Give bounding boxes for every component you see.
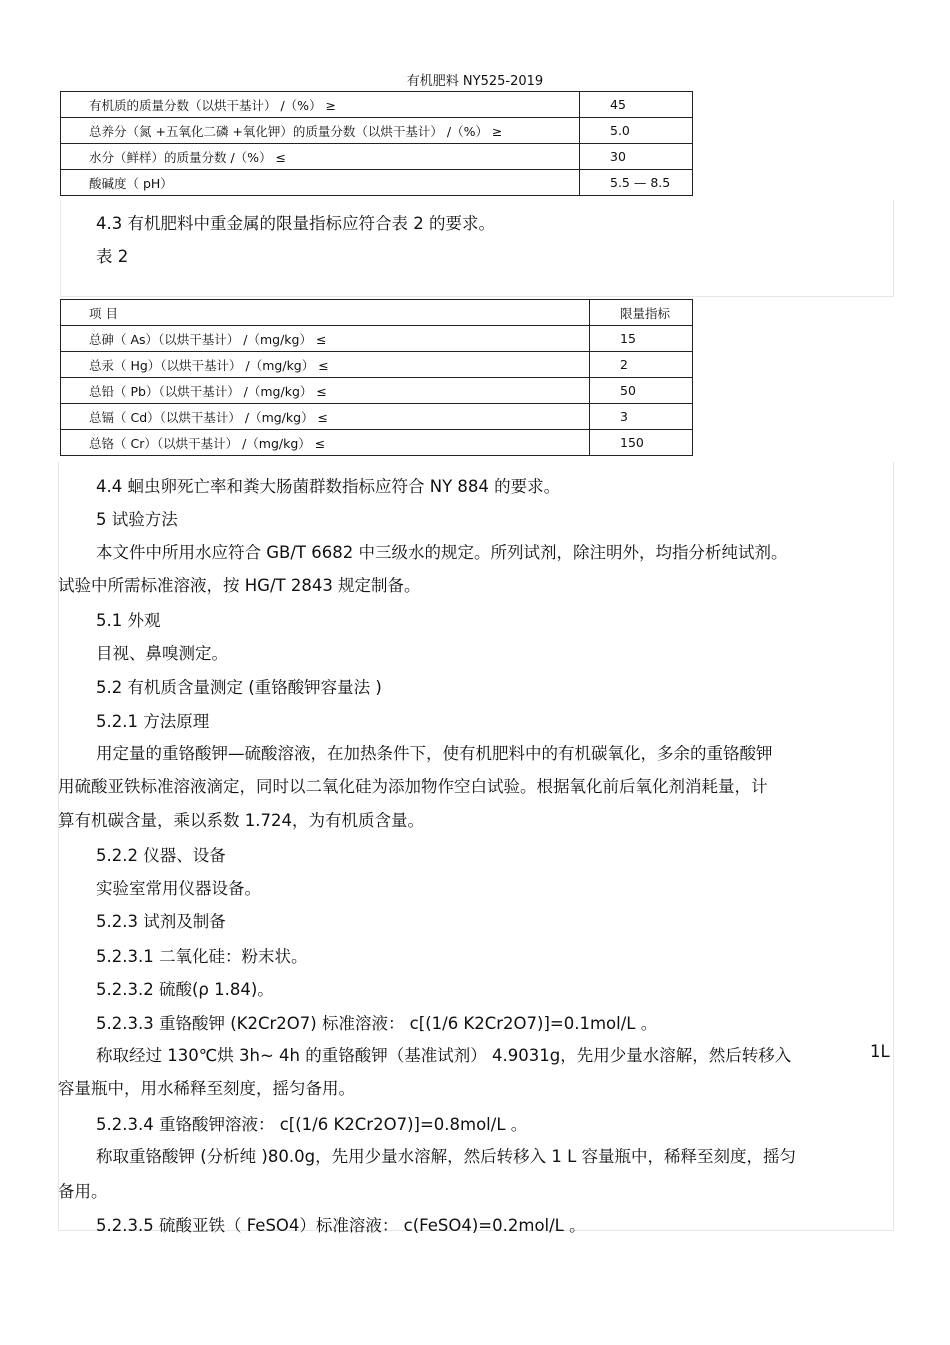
paragraph-line: 容量瓶中，用水稀释至刻度，摇匀备用。 [58, 1079, 355, 1098]
table-2-label: 表 2 [96, 247, 129, 266]
table-cell-item: 水分（鲜样）的质量分数 /（%） ≤ [61, 144, 580, 170]
section-4-4: 4.4 蛔虫卵死亡率和粪大肠菌群数指标应符合 NY 884 的要求。 [96, 477, 561, 496]
table-row [61, 144, 693, 170]
table-cell-value: 2 [590, 352, 693, 378]
table-cell-value: 45 [580, 92, 693, 118]
table-row [61, 378, 693, 404]
table-header-value: 限量指标 [590, 300, 693, 326]
table-cell-value: 150 [590, 430, 693, 456]
table-cell-value: 30 [580, 144, 693, 170]
table-cell-item: 总养分（氮 +五氧化二磷 +氧化钾）的质量分数（以烘干基计） /（%） ≥ [61, 118, 580, 144]
section-5-2-3-heading: 5.2.3 试剂及制备 [96, 912, 226, 931]
table-row [61, 352, 693, 378]
table-cell-item: 总砷（ As）（以烘干基计） /（mg/kg） ≤ [61, 326, 590, 352]
paragraph-line: 目视、鼻嗅测定。 [96, 644, 228, 663]
table-header-item: 项 目 [61, 300, 590, 326]
table-row [61, 92, 693, 118]
section-5-2-heading: 5.2 有机质含量测定 (重铬酸钾容量法 ) [96, 678, 382, 697]
paragraph-line: 备用。 [58, 1182, 108, 1201]
paragraph-line-end: 1L [870, 1042, 890, 1061]
paragraph-line: 5.2.3.3 重铬酸钾 (K2Cr2O7) 标准溶液： c[(1/6 K2Cr2O7)]=0.1mol/L 。 [96, 1014, 658, 1033]
paragraph-line: 试验中所需标准溶液，按 HG/T 2843 规定制备。 [58, 576, 421, 595]
table-cell-item: 总铅（ Pb）（以烘干基计） /（mg/kg） ≤ [61, 378, 590, 404]
organic-fertilizer-spec-table [60, 91, 693, 196]
heavy-metal-limit-table [60, 299, 693, 456]
paragraph-line: 实验室常用仪器设备。 [96, 879, 261, 898]
table-row [61, 326, 693, 352]
table-row [61, 170, 693, 196]
paragraph-line: 5.2.3.4 重铬酸钾溶液： c[(1/6 K2Cr2O7)]=0.8mol/L 。 [96, 1115, 528, 1134]
section-5-heading: 5 试验方法 [96, 510, 178, 529]
table-cell-item: 总汞（ Hg）（以烘干基计） /（mg/kg） ≤ [61, 352, 590, 378]
table-row [61, 430, 693, 456]
table-cell-value: 5.0 [580, 118, 693, 144]
table-cell-item: 总镉（ Cd）（以烘干基计） /（mg/kg） ≤ [61, 404, 590, 430]
table-cell-value: 50 [590, 378, 693, 404]
table-header-row [61, 300, 693, 326]
paragraph-line: 用硫酸亚铁标准溶液滴定，同时以二氧化硅为添加物作空白试验。根据氧化前后氧化剂消耗量，计 [58, 777, 768, 796]
table-cell-item: 酸碱度（ pH） [61, 170, 580, 196]
table-cell-item: 有机质的质量分数（以烘干基计） /（%） ≥ [61, 92, 580, 118]
section-5-1-heading: 5.1 外观 [96, 611, 161, 630]
paragraph-line: 用定量的重铬酸钾—硫酸溶液，在加热条件下，使有机肥料中的有机碳氧化，多余的重铬酸钾 [96, 744, 773, 763]
section-5-2-1-heading: 5.2.1 方法原理 [96, 712, 210, 731]
table-cell-value: 3 [590, 404, 693, 430]
paragraph-line: 称取重铬酸钾 (分析纯 )80.0g，先用少量水溶解，然后转移入 1 L 容量瓶中，稀释至刻度，摇匀 [96, 1147, 797, 1166]
paragraph-line: 称取经过 130℃烘 3h~ 4h 的重铬酸钾（基准试剂） 4.9031g，先用少量水溶解，然后转移入 [96, 1046, 792, 1065]
paragraph-line: 算有机碳含量，乘以系数 1.724，为有机质含量。 [58, 811, 424, 830]
table-cell-item: 总铬（ Cr）（以烘干基计） /（mg/kg） ≤ [61, 430, 590, 456]
table-cell-value: 5.5 — 8.5 [580, 170, 693, 196]
section-5-2-2-heading: 5.2.2 仪器、设备 [96, 846, 226, 865]
section-4-3-text: 4.3 有机肥料中重金属的限量指标应符合表 2 的要求。 [96, 214, 495, 233]
page-header: 有机肥料 NY525-2019 [406, 74, 544, 89]
table-cell-value: 15 [590, 326, 693, 352]
table-row [61, 404, 693, 430]
paragraph-line: 5.2.3.1 二氧化硅：粉末状。 [96, 947, 308, 966]
paragraph-line: 5.2.3.2 硫酸(ρ 1.84)。 [96, 980, 274, 999]
paragraph-line: 5.2.3.5 硫酸亚铁（ FeSO4）标准溶液： c(FeSO4)=0.2mol/L 。 [96, 1216, 586, 1235]
table-row [61, 118, 693, 144]
paragraph-line: 本文件中所用水应符合 GB/T 6682 中三级水的规定。所列试剂，除注明外，均指分析纯试剂。 [96, 543, 788, 562]
